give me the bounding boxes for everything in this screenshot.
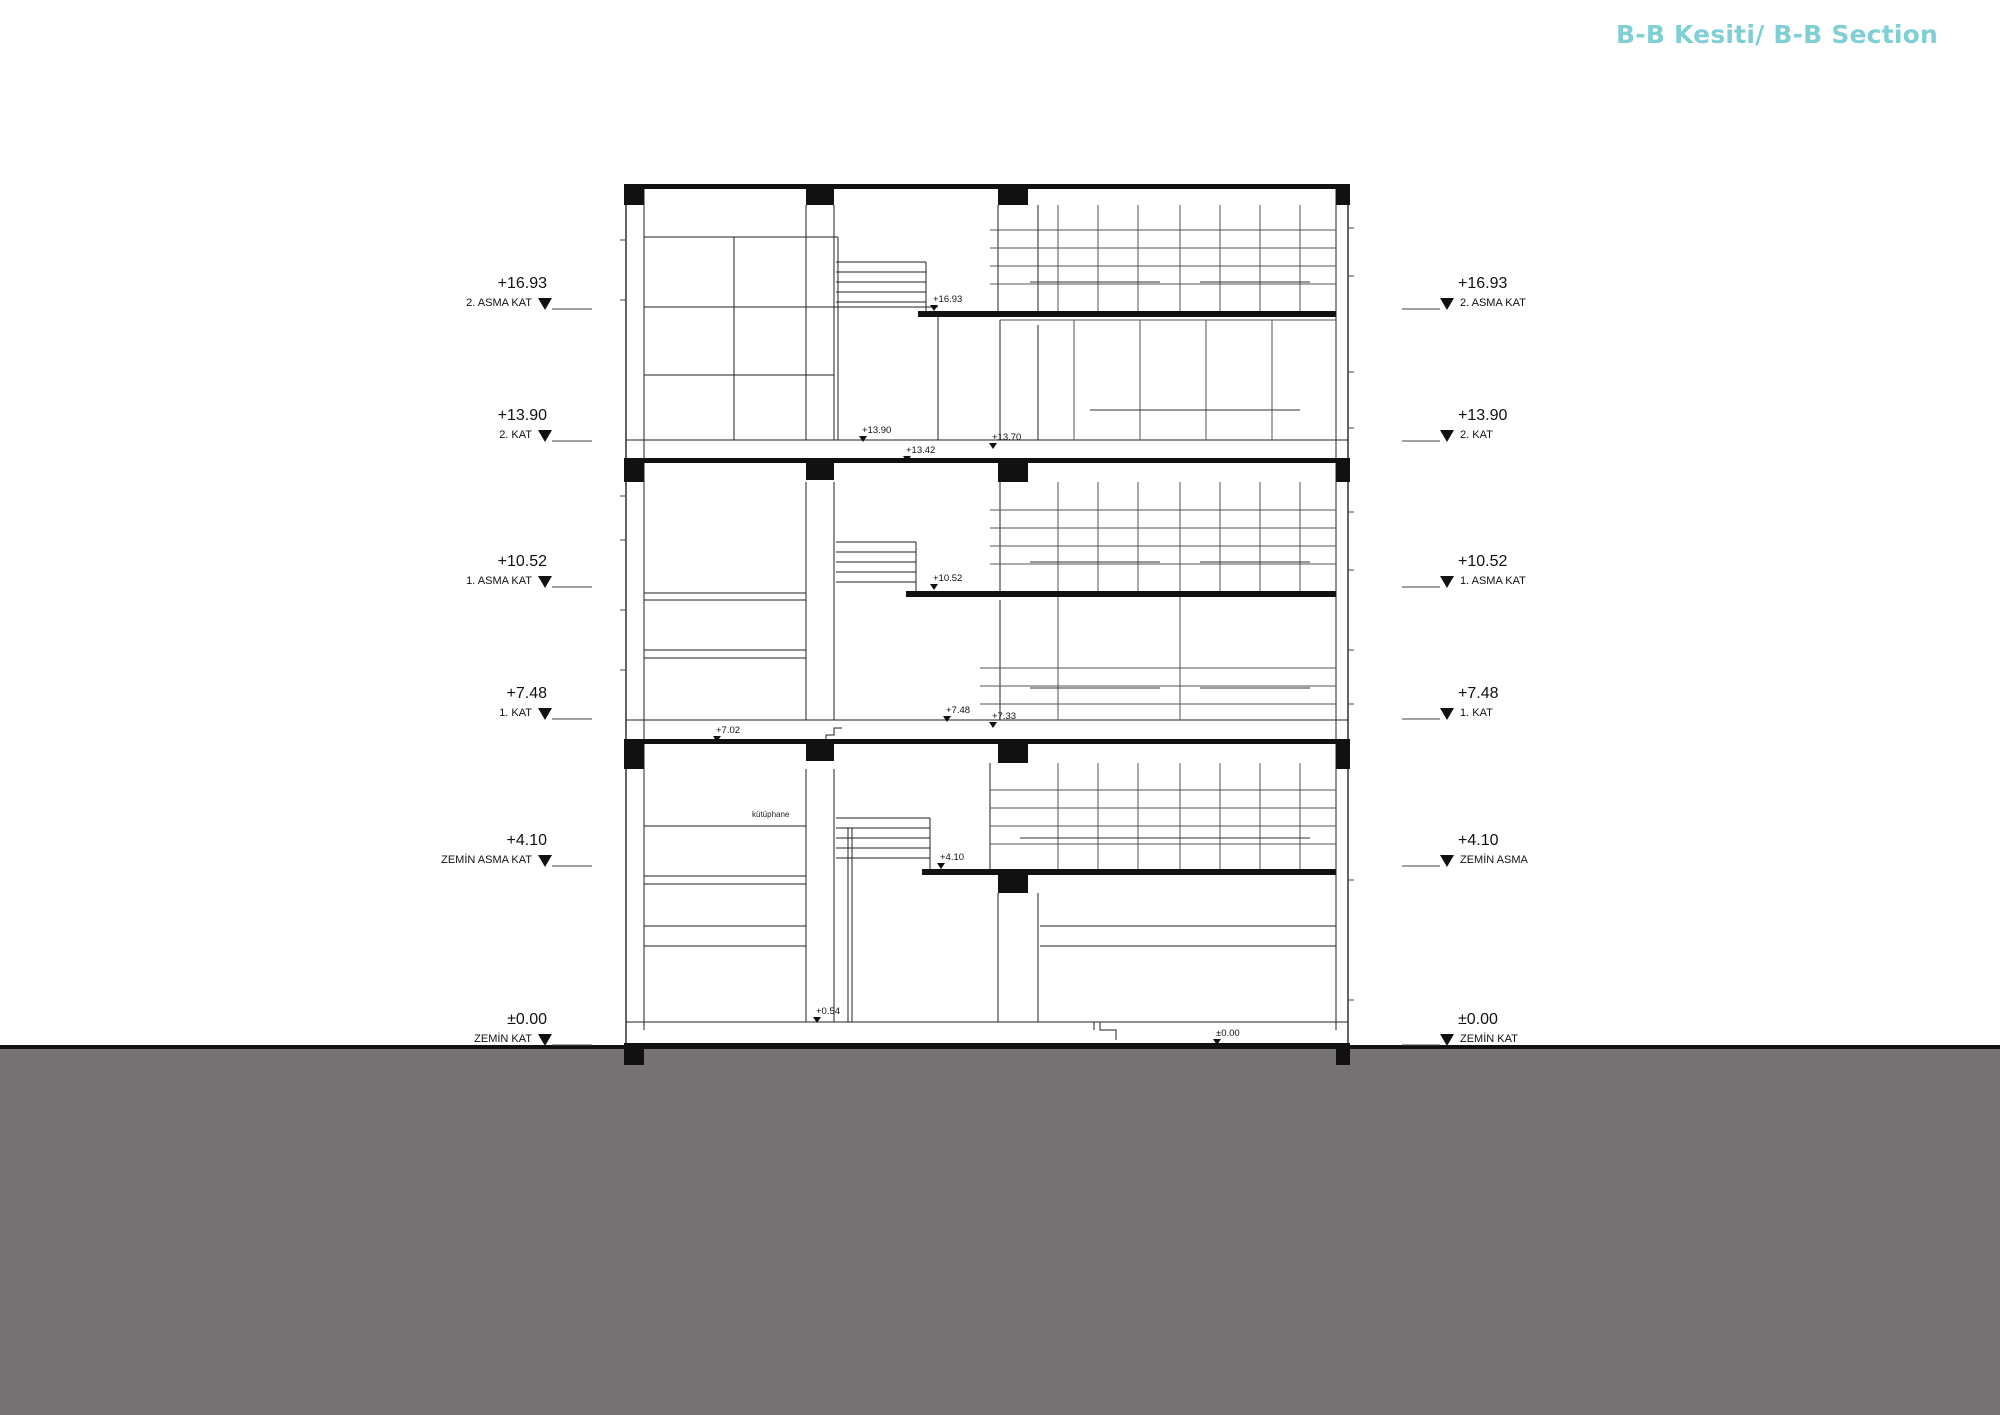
level-name-left: 1. ASMA KAT	[466, 575, 532, 587]
level-marker-5	[474, 1011, 1518, 1046]
level-name-right: 1. KAT	[1460, 707, 1493, 719]
spot-level-text: +10.52	[933, 573, 963, 584]
interior-lines	[644, 205, 1336, 1022]
spot-level-triangle	[989, 722, 997, 728]
spot-level-triangle	[937, 863, 945, 869]
level-name-right: 2. KAT	[1460, 429, 1493, 441]
spot-level-triangle	[930, 305, 938, 311]
level-value-right: +13.90	[1458, 407, 1508, 424]
level-name-left: 1. KAT	[499, 707, 532, 719]
room-label-library: kütüphane	[752, 810, 790, 819]
mezzanine-1	[906, 591, 1336, 597]
stair-railings	[836, 262, 930, 1022]
step-1kat	[826, 728, 842, 740]
level-value-left: ±0.00	[507, 1011, 547, 1028]
spot-level-8	[937, 852, 964, 869]
level-triangle-left	[538, 1034, 552, 1046]
level-name-left: 2. ASMA KAT	[466, 297, 532, 309]
level-marker-2	[466, 553, 1526, 588]
level-triangle-right	[1440, 298, 1454, 310]
spot-level-6	[989, 711, 1016, 728]
level-value-left: +4.10	[506, 832, 547, 849]
level-value-right: +10.52	[1458, 553, 1508, 570]
roof-slab	[624, 184, 1350, 189]
spot-level-text: +4.10	[940, 852, 965, 863]
inner-marks	[713, 294, 1240, 1045]
level-name-left: ZEMİN ASMA KAT	[441, 854, 532, 866]
spot-level-5	[943, 705, 970, 722]
level-name-right: 2. ASMA KAT	[1460, 297, 1526, 309]
building-section	[620, 184, 1354, 1065]
spot-level-text: +0.54	[816, 1006, 841, 1017]
slab-2-kat	[624, 458, 1350, 463]
mezzanine-zemin	[922, 869, 1336, 875]
spot-level-text: +13.90	[862, 425, 892, 436]
level-value-left: +7.48	[506, 685, 547, 702]
level-triangle-right	[1440, 430, 1454, 442]
level-triangle-right	[1440, 708, 1454, 720]
spot-level-3	[989, 432, 1021, 449]
level-triangle-left	[538, 855, 552, 867]
level-triangle-right	[1440, 855, 1454, 867]
spot-level-10	[1213, 1028, 1240, 1045]
level-value-right: +16.93	[1458, 275, 1508, 292]
mezzanine-2	[918, 311, 1336, 317]
level-value-right: ±0.00	[1458, 1011, 1498, 1028]
level-triangle-left	[538, 576, 552, 588]
level-value-right: +4.10	[1458, 832, 1499, 849]
spot-level-4	[930, 573, 962, 590]
spot-level-text: +7.33	[992, 711, 1017, 722]
spot-level-0	[930, 294, 962, 311]
spot-level-triangle	[930, 584, 938, 590]
level-markers	[441, 275, 1528, 1046]
slab-1-kat	[624, 739, 1350, 744]
spot-level-triangle	[943, 716, 951, 722]
level-value-right: +7.48	[1458, 685, 1499, 702]
level-name-right: ZEMİN ASMA	[1460, 854, 1528, 866]
spot-level-text: +13.70	[992, 432, 1022, 443]
level-marker-0	[466, 275, 1526, 310]
level-triangle-left	[538, 430, 552, 442]
level-name-right: ZEMİN KAT	[1460, 1033, 1518, 1045]
level-marker-4	[441, 832, 1528, 867]
level-value-left: +10.52	[497, 553, 547, 570]
level-triangle-right	[1440, 1034, 1454, 1046]
level-triangle-left	[538, 298, 552, 310]
spot-level-text: +13.42	[906, 445, 936, 456]
spot-level-triangle	[989, 443, 997, 449]
spot-level-9	[813, 1006, 840, 1023]
step-zemin	[1094, 1022, 1116, 1040]
drawing-title: B-B Kesiti/ B-B Section	[1616, 20, 1938, 49]
spot-level-text: ±0.00	[1216, 1028, 1240, 1039]
desks	[1020, 282, 1310, 838]
level-name-right: 1. ASMA KAT	[1460, 575, 1526, 587]
spot-level-triangle	[859, 436, 867, 442]
level-triangle-right	[1440, 576, 1454, 588]
spot-level-text: +7.48	[946, 705, 971, 716]
level-value-left: +16.93	[497, 275, 547, 292]
spot-level-text: +7.02	[716, 725, 741, 736]
spot-level-text: +16.93	[933, 294, 963, 305]
level-name-left: ZEMİN KAT	[474, 1033, 532, 1045]
spot-level-1	[859, 425, 891, 442]
level-value-left: +13.90	[497, 407, 547, 424]
level-triangle-left	[538, 708, 552, 720]
level-name-left: 2. KAT	[499, 429, 532, 441]
shelving-grid	[980, 205, 1336, 869]
